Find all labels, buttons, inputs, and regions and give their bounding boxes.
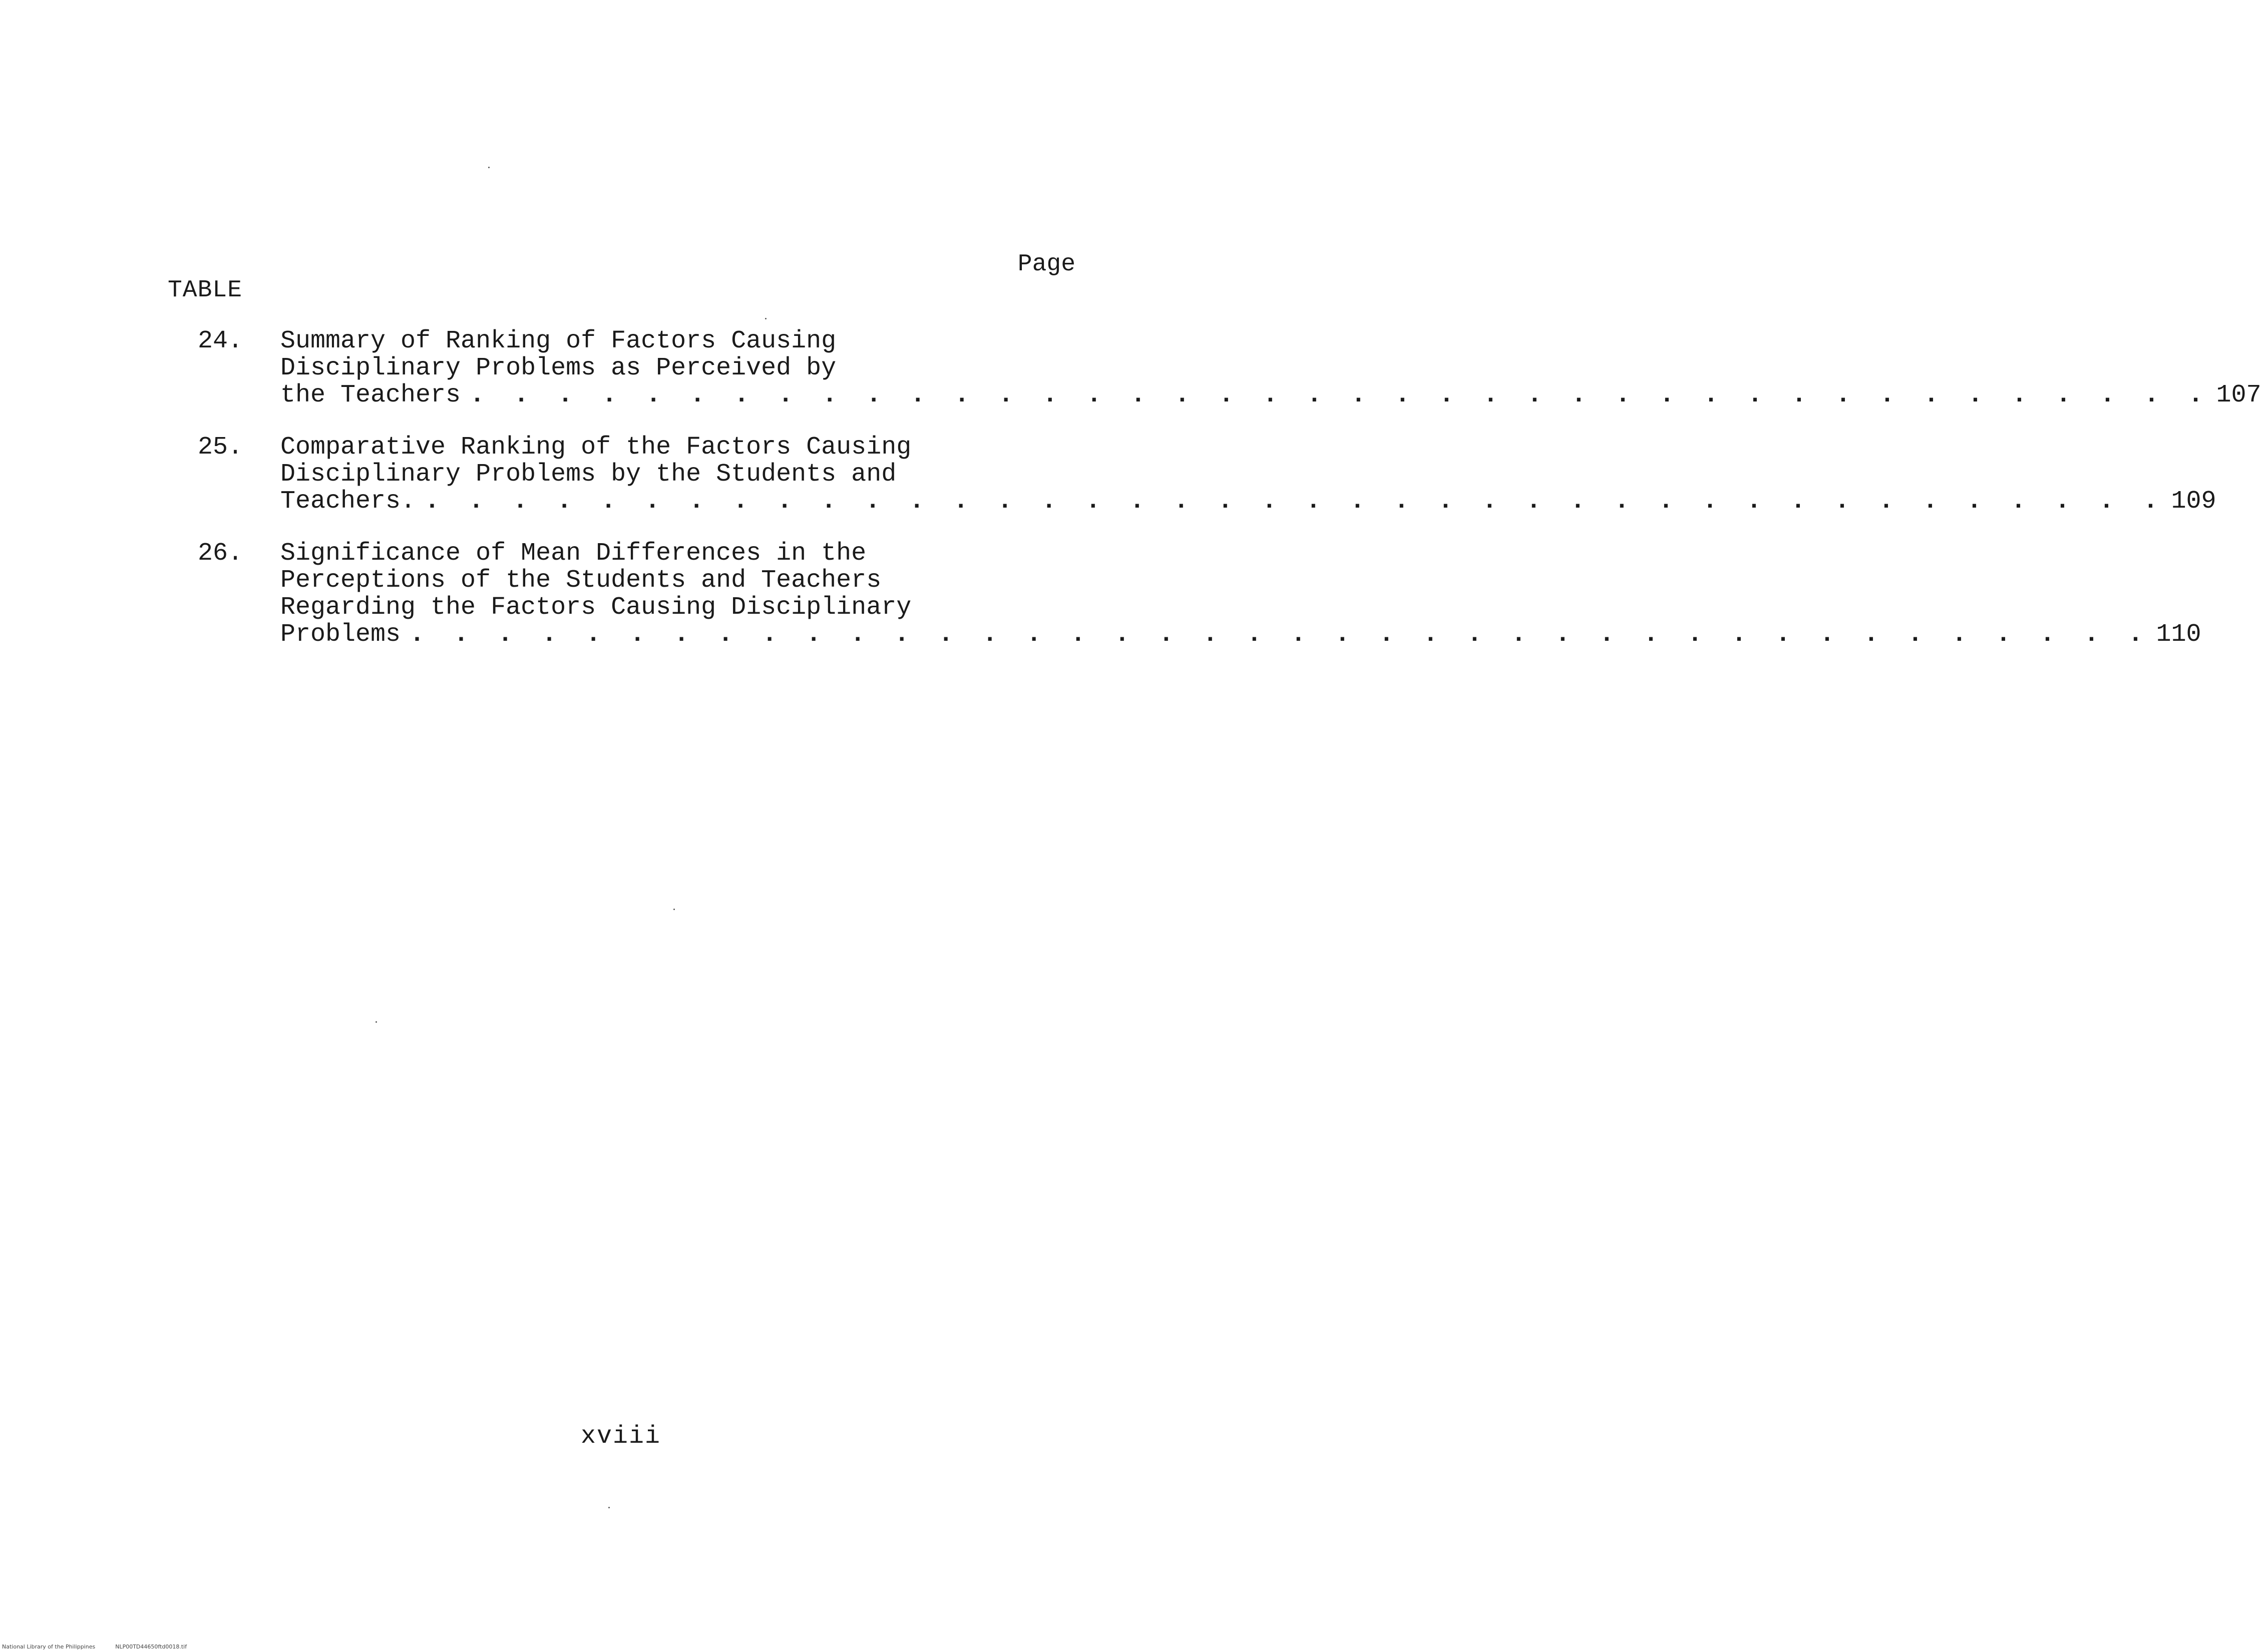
scan-credit <box>2 1643 187 1650</box>
entry-title-line: Regarding the Factors Causing Disciplinary <box>280 593 912 622</box>
entry-page-number: 110 <box>2156 620 2201 649</box>
entry-title-line: Problems <box>280 620 401 649</box>
library-credit: National Library of the Philippines <box>2 1643 96 1650</box>
entry-number: 26. <box>198 539 243 568</box>
table-column-header: TABLE <box>168 277 243 304</box>
scan-speck <box>375 1021 377 1023</box>
dot-leader: . . . . . . . . . . . . . . . . . . . . . . . . . . . . . . . . . . . . . . . . <box>470 381 2210 409</box>
entry-title-line: Disciplinary Problems as Perceived by <box>280 354 837 382</box>
entry-title-line: Disciplinary Problems by the Students and <box>280 460 897 489</box>
entry-title-last-line <box>280 487 2216 516</box>
table-of-contents-list <box>198 327 2261 673</box>
entry-page-number: 107 <box>2216 381 2261 409</box>
scan-speck <box>608 1507 610 1508</box>
scan-speck <box>673 909 675 910</box>
entry-title-last-line <box>280 381 2261 409</box>
entry-number: 25. <box>198 433 243 462</box>
toc-entry <box>198 327 2261 409</box>
scan-speck <box>765 318 767 319</box>
dot-leader: . . . . . . . . . . . . . . . . . . . . . . . . . . . . . . . . . . . . . . . . <box>410 620 2150 649</box>
scan-speck <box>488 167 490 168</box>
entry-title-last-line <box>280 620 2201 649</box>
entry-title <box>280 433 2216 516</box>
entry-number: 24. <box>198 327 243 355</box>
entry-title <box>280 539 2201 649</box>
roman-page-number: xviii <box>581 1422 661 1451</box>
entry-title-line: Comparative Ranking of the Factors Causing <box>280 433 912 462</box>
entry-page-number: 109 <box>2171 487 2216 516</box>
dot-leader: . . . . . . . . . . . . . . . . . . . . . . . . . . . . . . . . . . . . . . . . <box>425 487 2165 516</box>
entry-title-line: Teachers. <box>280 487 416 516</box>
page-column-header: Page <box>1017 251 1075 278</box>
toc-entry <box>198 433 2216 516</box>
toc-entry <box>198 539 2201 649</box>
entry-title-line: Perceptions of the Students and Teachers <box>280 566 882 595</box>
entry-title-line: the Teachers <box>280 381 461 409</box>
entry-title <box>280 327 2261 409</box>
file-name: NLP00TD44650ftd0018.tif <box>115 1643 187 1650</box>
entry-title-line: Summary of Ranking of Factors Causing <box>280 327 837 355</box>
entry-title-line: Significance of Mean Differences in the <box>280 539 867 568</box>
